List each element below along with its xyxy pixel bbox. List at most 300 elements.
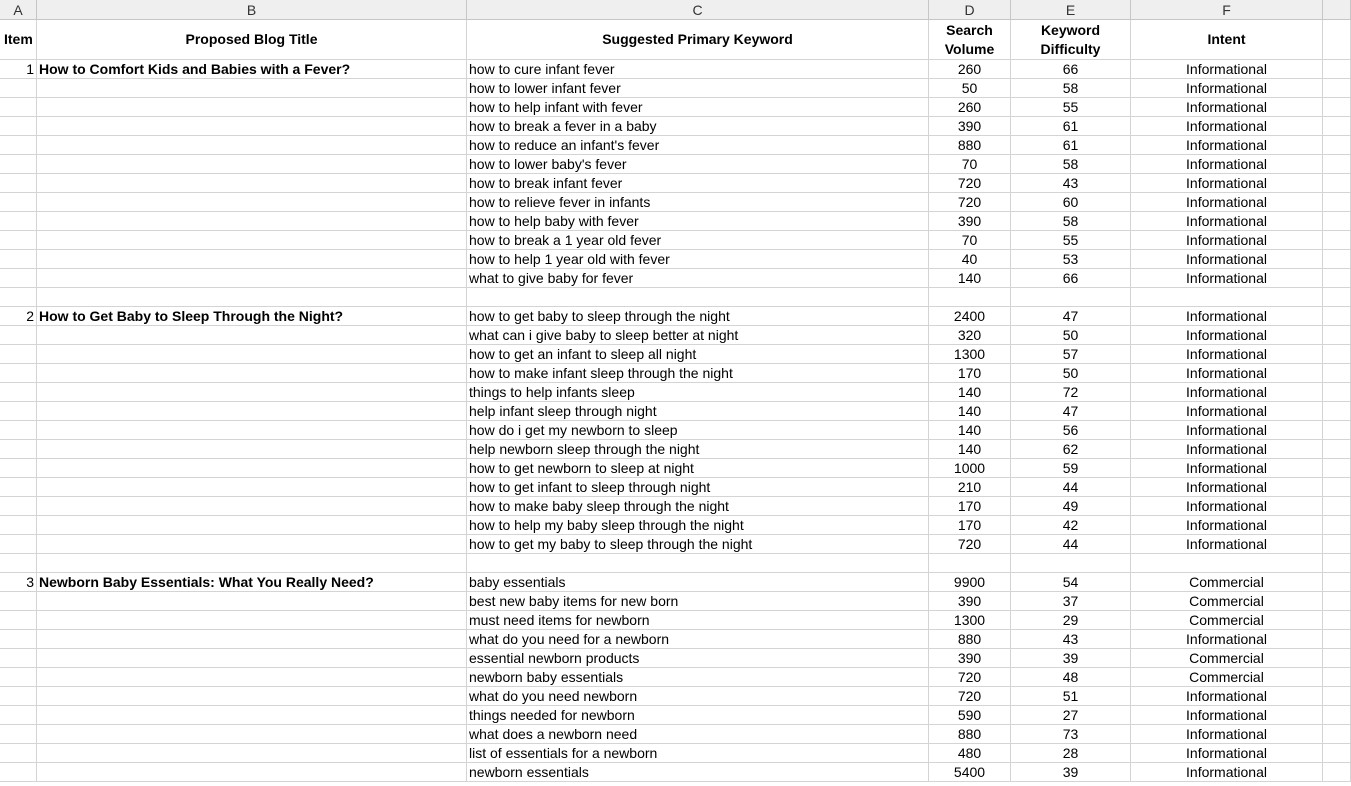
- empty-cell[interactable]: [1323, 478, 1351, 497]
- keyword-cell[interactable]: baby essentials: [467, 573, 929, 592]
- keyword-difficulty-cell[interactable]: 53: [1011, 250, 1131, 269]
- empty-cell[interactable]: [1323, 288, 1351, 307]
- search-volume-cell[interactable]: 480: [929, 744, 1011, 763]
- header-volume[interactable]: Search Volume: [929, 20, 1011, 60]
- blank-row: [0, 288, 1351, 307]
- search-volume-cell[interactable]: 880: [929, 136, 1011, 155]
- search-volume-cell[interactable]: 70: [929, 155, 1011, 174]
- blog-title-cell[interactable]: [37, 402, 467, 421]
- blog-title-cell[interactable]: [37, 231, 467, 250]
- keyword-cell[interactable]: what to give baby for fever: [467, 269, 929, 288]
- item-number-cell[interactable]: [0, 364, 37, 383]
- intent-cell[interactable]: Informational: [1131, 459, 1323, 478]
- blog-title-cell[interactable]: Newborn Baby Essentials: What You Really Need?: [37, 573, 467, 592]
- intent-cell[interactable]: Informational: [1131, 383, 1323, 402]
- keyword-difficulty-cell[interactable]: 47: [1011, 307, 1131, 326]
- empty-cell[interactable]: [1011, 554, 1131, 573]
- item-number-cell[interactable]: [0, 212, 37, 231]
- item-number-cell[interactable]: 2: [0, 307, 37, 326]
- table-row: [0, 136, 1351, 155]
- column-header-g[interactable]: [1323, 0, 1351, 20]
- item-number-cell[interactable]: [0, 231, 37, 250]
- empty-cell[interactable]: [0, 554, 37, 573]
- keyword-difficulty-cell[interactable]: 54: [1011, 573, 1131, 592]
- intent-cell[interactable]: Informational: [1131, 763, 1323, 782]
- item-number-cell[interactable]: [0, 744, 37, 763]
- search-volume-cell[interactable]: 720: [929, 687, 1011, 706]
- keyword-cell[interactable]: what do you need newborn: [467, 687, 929, 706]
- empty-cell[interactable]: [1323, 763, 1351, 782]
- keyword-cell[interactable]: how to break infant fever: [467, 174, 929, 193]
- empty-cell[interactable]: [1323, 98, 1351, 117]
- blog-title-cell[interactable]: [37, 535, 467, 554]
- search-volume-cell[interactable]: 140: [929, 269, 1011, 288]
- keyword-cell[interactable]: how to get infant to sleep through night: [467, 478, 929, 497]
- blog-title-cell[interactable]: [37, 212, 467, 231]
- keyword-difficulty-cell[interactable]: 61: [1011, 136, 1131, 155]
- blog-title-cell[interactable]: [37, 174, 467, 193]
- search-volume-cell[interactable]: 390: [929, 117, 1011, 136]
- intent-cell[interactable]: Commercial: [1131, 649, 1323, 668]
- blog-title-cell[interactable]: [37, 478, 467, 497]
- column-header-a[interactable]: A: [0, 0, 37, 20]
- search-volume-cell[interactable]: 1000: [929, 459, 1011, 478]
- search-volume-cell[interactable]: 720: [929, 535, 1011, 554]
- item-number-cell[interactable]: [0, 516, 37, 535]
- keyword-cell[interactable]: how to get an infant to sleep all night: [467, 345, 929, 364]
- blog-title-cell[interactable]: [37, 630, 467, 649]
- keyword-difficulty-cell[interactable]: 44: [1011, 478, 1131, 497]
- column-header-row: [0, 0, 1351, 20]
- item-number-cell[interactable]: [0, 725, 37, 744]
- item-number-cell[interactable]: [0, 611, 37, 630]
- blog-title-cell[interactable]: [37, 592, 467, 611]
- empty-cell[interactable]: [1323, 535, 1351, 554]
- item-number-cell[interactable]: [0, 535, 37, 554]
- item-number-cell[interactable]: [0, 174, 37, 193]
- search-volume-cell[interactable]: 390: [929, 592, 1011, 611]
- intent-cell[interactable]: Informational: [1131, 231, 1323, 250]
- intent-cell[interactable]: Informational: [1131, 687, 1323, 706]
- keyword-difficulty-cell[interactable]: 58: [1011, 79, 1131, 98]
- keyword-difficulty-cell[interactable]: 56: [1011, 421, 1131, 440]
- item-number-cell[interactable]: [0, 763, 37, 782]
- keyword-difficulty-cell[interactable]: 43: [1011, 174, 1131, 193]
- blog-title-cell[interactable]: [37, 440, 467, 459]
- header-empty[interactable]: [1323, 20, 1351, 60]
- item-number-cell[interactable]: 3: [0, 573, 37, 592]
- blog-title-cell[interactable]: [37, 269, 467, 288]
- header-item[interactable]: Item: [0, 20, 37, 60]
- keyword-difficulty-cell[interactable]: 28: [1011, 744, 1131, 763]
- column-header-d[interactable]: D: [929, 0, 1011, 20]
- item-number-cell[interactable]: [0, 98, 37, 117]
- table-row: [0, 345, 1351, 364]
- intent-cell[interactable]: Commercial: [1131, 668, 1323, 687]
- item-number-cell[interactable]: [0, 79, 37, 98]
- keyword-cell[interactable]: best new baby items for new born: [467, 592, 929, 611]
- keyword-difficulty-cell[interactable]: 72: [1011, 383, 1131, 402]
- intent-cell[interactable]: Informational: [1131, 79, 1323, 98]
- empty-cell[interactable]: [1323, 497, 1351, 516]
- blog-title-cell[interactable]: [37, 725, 467, 744]
- keyword-difficulty-cell[interactable]: 73: [1011, 725, 1131, 744]
- blog-title-cell[interactable]: [37, 687, 467, 706]
- empty-cell[interactable]: [1323, 554, 1351, 573]
- table-row: [0, 592, 1351, 611]
- intent-cell[interactable]: Informational: [1131, 212, 1323, 231]
- keyword-cell[interactable]: essential newborn products: [467, 649, 929, 668]
- item-number-cell[interactable]: [0, 459, 37, 478]
- empty-cell[interactable]: [1323, 383, 1351, 402]
- keyword-difficulty-cell[interactable]: 50: [1011, 326, 1131, 345]
- table-row: [0, 459, 1351, 478]
- blog-title-cell[interactable]: [37, 326, 467, 345]
- empty-cell[interactable]: [1323, 345, 1351, 364]
- keyword-cell[interactable]: how to lower baby's fever: [467, 155, 929, 174]
- blog-title-cell[interactable]: [37, 516, 467, 535]
- item-number-cell[interactable]: [0, 269, 37, 288]
- item-number-cell[interactable]: [0, 117, 37, 136]
- keyword-difficulty-cell[interactable]: 61: [1011, 117, 1131, 136]
- keyword-cell[interactable]: how to help infant with fever: [467, 98, 929, 117]
- search-volume-cell[interactable]: 170: [929, 497, 1011, 516]
- item-number-cell[interactable]: 1: [0, 60, 37, 79]
- keyword-difficulty-cell[interactable]: 37: [1011, 592, 1131, 611]
- keyword-cell[interactable]: how to help baby with fever: [467, 212, 929, 231]
- blog-title-cell[interactable]: [37, 79, 467, 98]
- table-row: [0, 155, 1351, 174]
- intent-cell[interactable]: Informational: [1131, 269, 1323, 288]
- search-volume-cell[interactable]: 50: [929, 79, 1011, 98]
- intent-cell[interactable]: Informational: [1131, 345, 1323, 364]
- keyword-difficulty-cell[interactable]: 60: [1011, 193, 1131, 212]
- intent-cell[interactable]: Commercial: [1131, 592, 1323, 611]
- column-header-b[interactable]: B: [37, 0, 467, 20]
- keyword-cell[interactable]: what do you need for a newborn: [467, 630, 929, 649]
- keyword-difficulty-cell[interactable]: 59: [1011, 459, 1131, 478]
- header-keyword[interactable]: Suggested Primary Keyword: [467, 20, 929, 60]
- blog-title-cell[interactable]: [37, 706, 467, 725]
- search-volume-cell[interactable]: 880: [929, 630, 1011, 649]
- search-volume-cell[interactable]: 40: [929, 250, 1011, 269]
- intent-cell[interactable]: Informational: [1131, 364, 1323, 383]
- keyword-cell[interactable]: how do i get my newborn to sleep: [467, 421, 929, 440]
- column-header-e[interactable]: E: [1011, 0, 1131, 20]
- item-number-cell[interactable]: [0, 383, 37, 402]
- item-number-cell[interactable]: [0, 345, 37, 364]
- empty-cell[interactable]: [1323, 212, 1351, 231]
- keyword-difficulty-cell[interactable]: 55: [1011, 231, 1131, 250]
- empty-cell[interactable]: [1323, 60, 1351, 79]
- table-row: [0, 440, 1351, 459]
- empty-cell[interactable]: [1131, 288, 1323, 307]
- blog-title-cell[interactable]: [37, 421, 467, 440]
- keyword-cell[interactable]: how to break a 1 year old fever: [467, 231, 929, 250]
- blog-title-cell[interactable]: [37, 136, 467, 155]
- search-volume-cell[interactable]: 210: [929, 478, 1011, 497]
- blog-title-cell[interactable]: [37, 345, 467, 364]
- table-row: [0, 98, 1351, 117]
- empty-cell[interactable]: [1323, 706, 1351, 725]
- intent-cell[interactable]: Informational: [1131, 174, 1323, 193]
- item-number-cell[interactable]: [0, 649, 37, 668]
- intent-cell[interactable]: Commercial: [1131, 611, 1323, 630]
- search-volume-cell[interactable]: 390: [929, 212, 1011, 231]
- table-row: [0, 364, 1351, 383]
- keyword-cell[interactable]: how to reduce an infant's fever: [467, 136, 929, 155]
- empty-cell[interactable]: [37, 288, 467, 307]
- empty-cell[interactable]: [1323, 231, 1351, 250]
- blog-title-cell[interactable]: [37, 155, 467, 174]
- intent-cell[interactable]: Informational: [1131, 307, 1323, 326]
- empty-cell[interactable]: [467, 554, 929, 573]
- search-volume-cell[interactable]: 260: [929, 60, 1011, 79]
- blog-title-cell[interactable]: [37, 611, 467, 630]
- keyword-difficulty-cell[interactable]: 66: [1011, 60, 1131, 79]
- intent-cell[interactable]: Informational: [1131, 98, 1323, 117]
- keyword-cell[interactable]: how to relieve fever in infants: [467, 193, 929, 212]
- blog-title-cell[interactable]: [37, 744, 467, 763]
- intent-cell[interactable]: Informational: [1131, 630, 1323, 649]
- keyword-difficulty-cell[interactable]: 47: [1011, 402, 1131, 421]
- empty-cell[interactable]: [1323, 307, 1351, 326]
- search-volume-cell[interactable]: 320: [929, 326, 1011, 345]
- item-number-cell[interactable]: [0, 440, 37, 459]
- table-row: [0, 117, 1351, 136]
- blog-title-cell[interactable]: [37, 117, 467, 136]
- blog-title-cell[interactable]: [37, 193, 467, 212]
- intent-cell[interactable]: Informational: [1131, 193, 1323, 212]
- keyword-difficulty-cell[interactable]: 39: [1011, 763, 1131, 782]
- keyword-cell[interactable]: things needed for newborn: [467, 706, 929, 725]
- table-row: [0, 497, 1351, 516]
- keyword-difficulty-cell[interactable]: 66: [1011, 269, 1131, 288]
- intent-cell[interactable]: Informational: [1131, 440, 1323, 459]
- intent-cell[interactable]: Informational: [1131, 326, 1323, 345]
- item-number-cell[interactable]: [0, 478, 37, 497]
- item-number-cell[interactable]: [0, 326, 37, 345]
- intent-cell[interactable]: Commercial: [1131, 573, 1323, 592]
- search-volume-cell[interactable]: 880: [929, 725, 1011, 744]
- search-volume-cell[interactable]: 720: [929, 668, 1011, 687]
- keyword-cell[interactable]: how to break a fever in a baby: [467, 117, 929, 136]
- blog-title-cell[interactable]: [37, 250, 467, 269]
- empty-cell[interactable]: [929, 554, 1011, 573]
- empty-cell[interactable]: [1323, 725, 1351, 744]
- keyword-difficulty-cell[interactable]: 27: [1011, 706, 1131, 725]
- empty-cell[interactable]: [467, 288, 929, 307]
- keyword-cell[interactable]: how to lower infant fever: [467, 79, 929, 98]
- blog-title-cell[interactable]: [37, 459, 467, 478]
- column-header-f[interactable]: F: [1131, 0, 1323, 20]
- empty-cell[interactable]: [1323, 402, 1351, 421]
- keyword-difficulty-cell[interactable]: 42: [1011, 516, 1131, 535]
- intent-cell[interactable]: Informational: [1131, 60, 1323, 79]
- empty-cell[interactable]: [1323, 250, 1351, 269]
- empty-cell[interactable]: [1323, 687, 1351, 706]
- table-row: [0, 478, 1351, 497]
- table-row: [0, 668, 1351, 687]
- empty-cell[interactable]: [1323, 440, 1351, 459]
- table-row: [0, 326, 1351, 345]
- intent-cell[interactable]: Informational: [1131, 478, 1323, 497]
- item-number-cell[interactable]: [0, 402, 37, 421]
- search-volume-cell[interactable]: 1300: [929, 345, 1011, 364]
- intent-cell[interactable]: Informational: [1131, 725, 1323, 744]
- keyword-cell[interactable]: how to get baby to sleep through the night: [467, 307, 929, 326]
- header-difficulty[interactable]: Keyword Difficulty: [1011, 20, 1131, 60]
- empty-cell[interactable]: [1323, 174, 1351, 193]
- keyword-cell[interactable]: how to make baby sleep through the night: [467, 497, 929, 516]
- search-volume-cell[interactable]: 2400: [929, 307, 1011, 326]
- keyword-difficulty-cell[interactable]: 55: [1011, 98, 1131, 117]
- search-volume-cell[interactable]: 140: [929, 402, 1011, 421]
- blog-title-cell[interactable]: [37, 763, 467, 782]
- keyword-cell[interactable]: help newborn sleep through the night: [467, 440, 929, 459]
- search-volume-cell[interactable]: 590: [929, 706, 1011, 725]
- item-number-cell[interactable]: [0, 193, 37, 212]
- empty-cell[interactable]: [929, 288, 1011, 307]
- search-volume-cell[interactable]: 70: [929, 231, 1011, 250]
- item-number-cell[interactable]: [0, 668, 37, 687]
- item-number-cell[interactable]: [0, 421, 37, 440]
- blog-title-cell[interactable]: [37, 383, 467, 402]
- intent-cell[interactable]: Informational: [1131, 421, 1323, 440]
- search-volume-cell[interactable]: 390: [929, 649, 1011, 668]
- keyword-difficulty-cell[interactable]: 39: [1011, 649, 1131, 668]
- keyword-difficulty-cell[interactable]: 58: [1011, 155, 1131, 174]
- intent-cell[interactable]: Informational: [1131, 136, 1323, 155]
- empty-cell[interactable]: [1323, 744, 1351, 763]
- keyword-difficulty-cell[interactable]: 51: [1011, 687, 1131, 706]
- keyword-cell[interactable]: how to help 1 year old with fever: [467, 250, 929, 269]
- blog-title-cell[interactable]: How to Comfort Kids and Babies with a Fever?: [37, 60, 467, 79]
- search-volume-cell[interactable]: 5400: [929, 763, 1011, 782]
- empty-cell[interactable]: [1323, 573, 1351, 592]
- search-volume-cell[interactable]: 140: [929, 440, 1011, 459]
- keyword-difficulty-cell[interactable]: 43: [1011, 630, 1131, 649]
- header-intent[interactable]: Intent: [1131, 20, 1323, 60]
- empty-cell[interactable]: [1323, 269, 1351, 288]
- blog-title-cell[interactable]: [37, 649, 467, 668]
- keyword-difficulty-cell[interactable]: 49: [1011, 497, 1131, 516]
- intent-cell[interactable]: Informational: [1131, 402, 1323, 421]
- empty-cell[interactable]: [1323, 326, 1351, 345]
- keyword-difficulty-cell[interactable]: 58: [1011, 212, 1131, 231]
- intent-cell[interactable]: Informational: [1131, 535, 1323, 554]
- blog-title-cell[interactable]: [37, 668, 467, 687]
- table-row: [0, 307, 1351, 326]
- empty-cell[interactable]: [1011, 288, 1131, 307]
- keyword-difficulty-cell[interactable]: 57: [1011, 345, 1131, 364]
- empty-cell[interactable]: [1323, 136, 1351, 155]
- item-number-cell[interactable]: [0, 592, 37, 611]
- search-volume-cell[interactable]: 1300: [929, 611, 1011, 630]
- keyword-difficulty-cell[interactable]: 48: [1011, 668, 1131, 687]
- table-row: [0, 231, 1351, 250]
- table-row: [0, 763, 1351, 782]
- blog-title-cell[interactable]: [37, 98, 467, 117]
- keyword-difficulty-cell[interactable]: 62: [1011, 440, 1131, 459]
- keyword-cell[interactable]: how to help my baby sleep through the night: [467, 516, 929, 535]
- table-row: [0, 744, 1351, 763]
- keyword-cell[interactable]: what does a newborn need: [467, 725, 929, 744]
- item-number-cell[interactable]: [0, 250, 37, 269]
- item-number-cell[interactable]: [0, 630, 37, 649]
- empty-cell[interactable]: [1323, 611, 1351, 630]
- keyword-cell[interactable]: how to make infant sleep through the night: [467, 364, 929, 383]
- empty-cell[interactable]: [1323, 155, 1351, 174]
- empty-cell[interactable]: [1323, 421, 1351, 440]
- blog-title-cell[interactable]: [37, 497, 467, 516]
- empty-cell[interactable]: [1323, 79, 1351, 98]
- empty-cell[interactable]: [0, 288, 37, 307]
- search-volume-cell[interactable]: 9900: [929, 573, 1011, 592]
- intent-cell[interactable]: Informational: [1131, 497, 1323, 516]
- keyword-cell[interactable]: how to cure infant fever: [467, 60, 929, 79]
- empty-cell[interactable]: [1323, 117, 1351, 136]
- empty-cell[interactable]: [1323, 592, 1351, 611]
- keyword-cell[interactable]: help infant sleep through night: [467, 402, 929, 421]
- keyword-cell[interactable]: must need items for newborn: [467, 611, 929, 630]
- keyword-difficulty-cell[interactable]: 44: [1011, 535, 1131, 554]
- search-volume-cell[interactable]: 260: [929, 98, 1011, 117]
- intent-cell[interactable]: Informational: [1131, 706, 1323, 725]
- keyword-cell[interactable]: things to help infants sleep: [467, 383, 929, 402]
- item-number-cell[interactable]: [0, 706, 37, 725]
- header-title[interactable]: Proposed Blog Title: [37, 20, 467, 60]
- item-number-cell[interactable]: [0, 497, 37, 516]
- empty-cell[interactable]: [1323, 649, 1351, 668]
- empty-cell[interactable]: [1323, 459, 1351, 478]
- empty-cell[interactable]: [1323, 668, 1351, 687]
- keyword-cell[interactable]: list of essentials for a newborn: [467, 744, 929, 763]
- intent-cell[interactable]: Informational: [1131, 155, 1323, 174]
- keyword-cell[interactable]: newborn essentials: [467, 763, 929, 782]
- keyword-cell[interactable]: how to get newborn to sleep at night: [467, 459, 929, 478]
- intent-cell[interactable]: Informational: [1131, 744, 1323, 763]
- search-volume-cell[interactable]: 140: [929, 383, 1011, 402]
- empty-cell[interactable]: [1323, 193, 1351, 212]
- intent-cell[interactable]: Informational: [1131, 117, 1323, 136]
- blog-title-cell[interactable]: How to Get Baby to Sleep Through the Night?: [37, 307, 467, 326]
- search-volume-cell[interactable]: 720: [929, 193, 1011, 212]
- empty-cell[interactable]: [1323, 516, 1351, 535]
- empty-cell[interactable]: [1131, 554, 1323, 573]
- empty-cell[interactable]: [1323, 364, 1351, 383]
- search-volume-cell[interactable]: 140: [929, 421, 1011, 440]
- item-number-cell[interactable]: [0, 155, 37, 174]
- keyword-cell[interactable]: how to get my baby to sleep through the night: [467, 535, 929, 554]
- item-number-cell[interactable]: [0, 136, 37, 155]
- intent-cell[interactable]: Informational: [1131, 250, 1323, 269]
- search-volume-cell[interactable]: 170: [929, 516, 1011, 535]
- keyword-difficulty-cell[interactable]: 50: [1011, 364, 1131, 383]
- empty-cell[interactable]: [1323, 630, 1351, 649]
- search-volume-cell[interactable]: 170: [929, 364, 1011, 383]
- table-row: [0, 212, 1351, 231]
- empty-cell[interactable]: [37, 554, 467, 573]
- search-volume-cell[interactable]: 720: [929, 174, 1011, 193]
- blog-title-cell[interactable]: [37, 364, 467, 383]
- column-header-c[interactable]: C: [467, 0, 929, 20]
- item-number-cell[interactable]: [0, 687, 37, 706]
- keyword-cell[interactable]: what can i give baby to sleep better at night: [467, 326, 929, 345]
- intent-cell[interactable]: Informational: [1131, 516, 1323, 535]
- keyword-difficulty-cell[interactable]: 29: [1011, 611, 1131, 630]
- keyword-cell[interactable]: newborn baby essentials: [467, 668, 929, 687]
